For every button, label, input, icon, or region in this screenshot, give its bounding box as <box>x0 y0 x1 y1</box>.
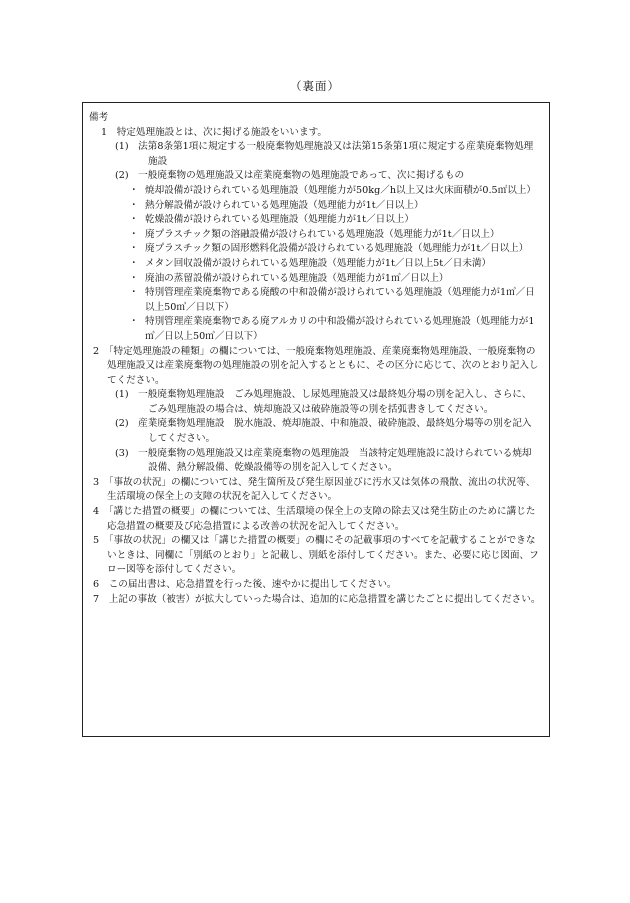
bullet-glyph: ・ <box>129 272 139 284</box>
bullet-glyph: ・ <box>129 257 139 269</box>
bullet-item <box>129 228 541 243</box>
bullet-item <box>129 315 541 344</box>
note-item-1-1: (1) 法第8条第1項に規定する一般廃棄物処理施設又は法第15条第1項に規定する産業廃棄物処理施設 <box>115 141 534 167</box>
bullet-text: 特別管理産業廃棄物である廃酸の中和設備が設けられている処理施設（処理能力が1㎥／日以上50㎥／日以下） <box>145 287 535 313</box>
bullet-item <box>129 242 541 257</box>
note-item-2-1: (1) 一般廃棄物処理施設 ごみ処理施設、し尿処理施設又は最終処分場の別を記入し、さらに、ごみ処理施設の場合は、焼却施設又は破砕施設等の別を括弧書きしてください。 <box>115 389 532 415</box>
notes-title: 備考 <box>89 112 109 123</box>
note-item-7: 7 上記の事故（被害）が拡大していった場合は、追加的に応急措置を講じたごとに提出してください。 <box>93 593 541 605</box>
bullet-text: 特別管理産業廃棄物である廃アルカリの中和設備が設けられている処理施設（処理能力が1㎥／日以上50㎥／日以下） <box>145 316 535 342</box>
page-heading: （裏面） <box>290 79 340 93</box>
bullet-text: 廃プラスチック類の固形燃料化設備が設けられている処理施設（処理能力が1t／日以上） <box>145 243 529 255</box>
notes-box <box>82 102 550 737</box>
bullet-text: 廃プラスチック類の溶融設備が設けられている処理施設（処理能力が1t／日以上） <box>145 228 500 240</box>
bullet-item <box>129 213 541 228</box>
bullet-item <box>129 257 541 272</box>
bullet-glyph: ・ <box>129 228 139 240</box>
note-item-4: 4 「講じた措置の概要」の欄については、生活環境の保全上の支障の除去又は発生防止のために講じた応急措置の概要及び応急措置による改善の状況を記入してください。 <box>93 506 536 532</box>
bullet-glyph: ・ <box>129 184 139 196</box>
bullet-text: 熱分解設備が設けられている処理施設（処理能力が1t／日以上） <box>145 199 424 211</box>
note-item-2-3: (3) 一般廃棄物の処理施設又は産業廃棄物の処理施設 当該特定処理施設に設けられている焼却設備、熱分解設備、乾燥設備等の別を記入してください。 <box>115 447 532 474</box>
note-item-1-2: (2) 一般廃棄物の処理施設又は産業廃棄物の処理施設であって、次に掲げるもの <box>115 170 465 182</box>
bullet-text: メタン回収設備が設けられている処理施設（処理能力が1t／日以上5t／日未満） <box>145 257 492 269</box>
bullet-glyph: ・ <box>129 199 139 211</box>
note-item-6: 6 この届出書は、応急措置を行った後、速やかに提出してください。 <box>93 579 397 590</box>
bullet-item <box>129 286 541 315</box>
note-item-2-2: (2) 産業廃棄物処理施設 脱水施設、焼却施設、中和施設、破砕施設、最終処分場等の別を記入してください。 <box>115 418 532 445</box>
bullet-item <box>129 272 541 287</box>
note-item-5: 5 「事故の状況」の欄又は「講じた措置の概要」の欄にその記載事項のすべてを記載することができないときは、同欄に「別紙のとおり」と記載し、別紙を添付してください。また、必要に応じ図面、フロー図等を添付してください。 <box>93 535 539 576</box>
bullet-text: 廃油の蒸留設備が設けられている処理施設（処理能力が1㎥／日以上） <box>145 272 449 284</box>
bullet-item <box>129 199 541 214</box>
bullet-text: 乾燥設備が設けられている処理施設（処理能力が1t／日以上） <box>145 214 414 226</box>
note-item-1: 1 特定処理施設とは、次に掲げる施設をいいます。 <box>101 126 327 138</box>
bullet-glyph: ・ <box>129 287 139 299</box>
bullet-text: 焼却設備が設けられている処理施設（処理能力が50kg／h以上又は火床面積が0.5㎡以上） <box>145 184 536 196</box>
bullet-glyph: ・ <box>129 316 139 328</box>
bullet-item <box>129 184 541 199</box>
note-item-3: 3 「事故の状況」の欄については、発生箇所及び発生原因並びに汚水又は気体の飛散、流出の状況等、生活環境の保全上の支障の状況を記入してください。 <box>93 476 536 503</box>
bullet-glyph: ・ <box>129 214 139 226</box>
note-item-2: 2 「特定処理施設の種類」の欄については、一般廃棄物処理施設、産業廃棄物処理施設、一般廃棄物の処理施設又は産業廃棄物の処理施設の別を記入するとともに、その区分に応じて、次のとおり記入してください。 <box>93 345 539 386</box>
bullet-glyph: ・ <box>129 243 139 255</box>
